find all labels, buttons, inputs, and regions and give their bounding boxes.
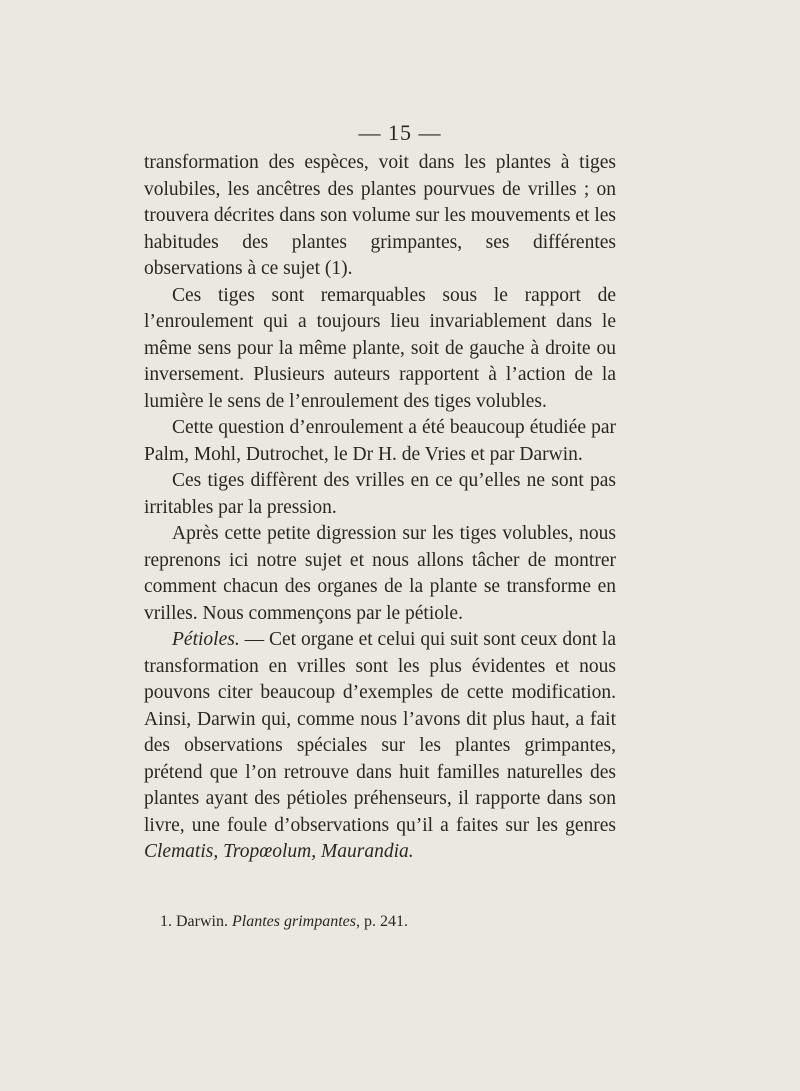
footnote (160, 912, 620, 932)
petioles-heading: Pétioles. (172, 629, 240, 650)
genus-maurandia: Maurandia. (320, 841, 414, 862)
genus-tropaeolum: Tropœolum, (223, 841, 317, 862)
footnote-number: 1. (160, 913, 172, 930)
paragraph-5: Après cette petite digression sur les tiges volubles, nous reprenons ici notre sujet et nous allons tâcher de montrer comment chacun des organes de la plante se transforme en vrilles. Nous commençons par le pétiole. (144, 523, 616, 624)
paragraph-1: transformation des espèces, voit dans les plantes à tiges volubiles, les ancêtres des plantes pourvues de vrilles ; on trouvera décrites dans son volume sur les mouvements et les habitudes des plantes grimpantes, ses différentes observations à ce sujet (1). (144, 152, 616, 279)
paragraph-3: Cette question d’enroulement a été beaucoup étudiée par Palm, Mohl, Dutrochet, le Dr H. de Vries et par Darwin. (144, 417, 616, 465)
paragraph-2: Ces tiges sont remarquables sous le rapport de l’enroulement qui a toujours lieu invariablement dans le même sens pour la même plante, soit de gauche à droite ou inversement. Plusieurs auteurs rapportent à l’action de la lumière le sens de l’enroulement des tiges volubles. (144, 284, 616, 412)
footnote-author: Darwin. (176, 913, 228, 930)
genus-clematis: Clematis, (144, 841, 219, 862)
paragraph-6 (144, 627, 616, 866)
footnote-title: Plantes grimpantes, (231, 913, 360, 930)
body-text (144, 150, 616, 866)
page-number: — 15 — (358, 120, 442, 145)
footnote-page: p. 241. (363, 913, 408, 930)
paragraph-4: Ces tiges diffèrent des vrilles en ce qu’elles ne sont pas irritables par la pression. (144, 470, 616, 518)
paragraph-6-text: — Cet organe et celui qui suit sont ceux dont la transformation en vrilles sont les plus évidentes et nous pouvons citer beaucoup d’exemples de cette modification. Ainsi, Darwin qui, comme nous l’avons dit plus haut, a fait des observations spéciales sur les plantes grimpantes, prétend que l’on retrouve dans huit familles naturelles des plantes ayant des pétioles préhenseurs, il rapporte dans son livre, une foule d’observations qu’il a faites sur les genres (144, 629, 616, 836)
